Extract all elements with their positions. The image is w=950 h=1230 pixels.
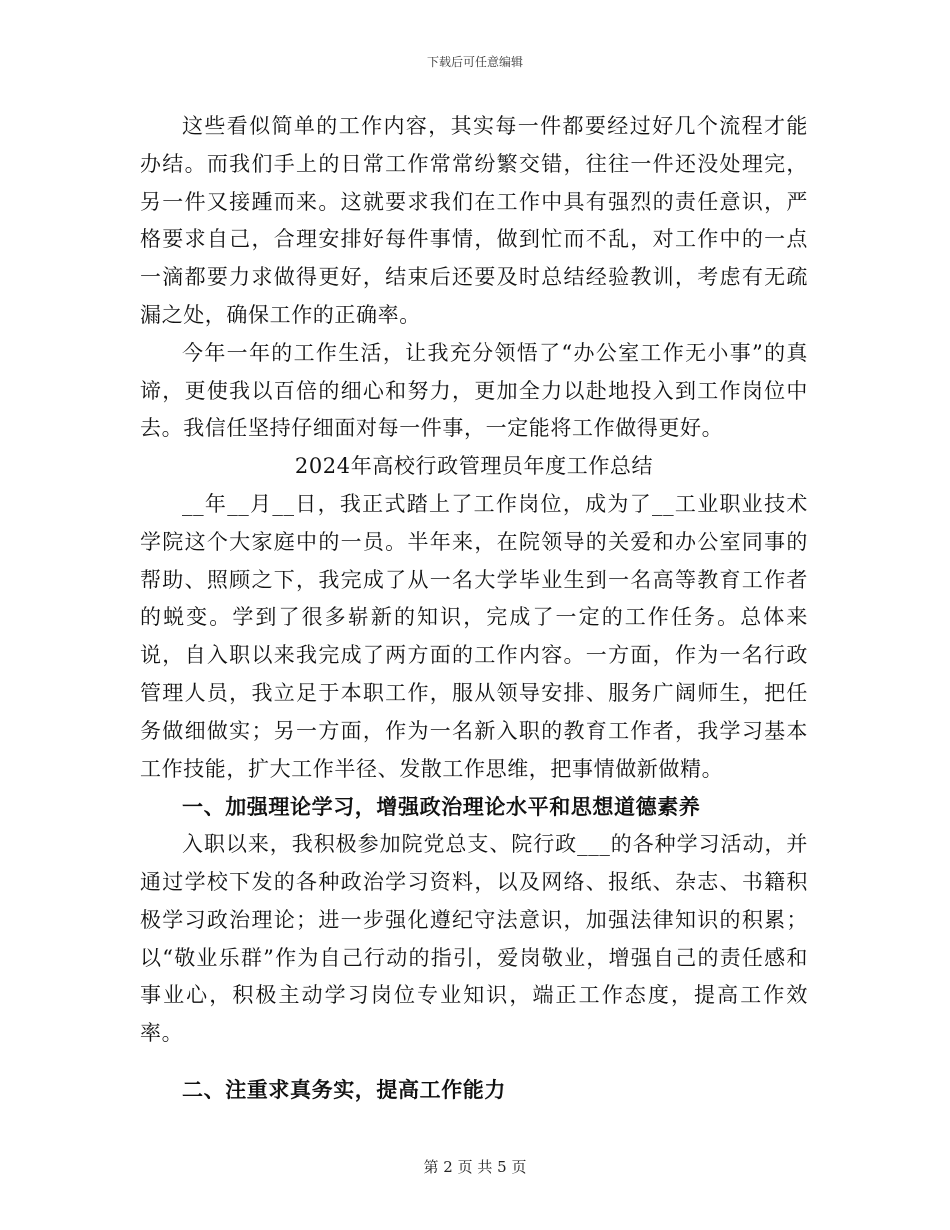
page-footer: 第 2 页 共 5 页 [423, 1158, 527, 1176]
document-body [140, 108, 808, 1109]
section-heading-1: 一、加强理论学习，增强政治理论水平和思想道德素养 [182, 794, 701, 820]
paragraph-1: 这些看似简单的工作内容，其实每一件都要经过好几个流程才能办结。而我们手上的日常工作常常纷繁交错，往往一件还没处理完，另一件又接踵而来。这就要求我们在工作中具有强烈的责任意识，严格要求自己，合理安排好每件事情，做到忙而不乱，对工作中的一点一滴都要力求做得更好，结束后还要及时总结经验教训，考虑有无疏漏之处，确保工作的正确率。 [140, 114, 808, 327]
document-title: 2024年高校行政管理员年度工作总结 [294, 454, 654, 479]
page-header: 下载后可任意编辑 [426, 55, 523, 69]
paragraph-2: 今年一年的工作生活，让我充分领悟了“办公室工作无小事”的真谛，更使我以百倍的细心和努力，更加全力以赴地投入到工作岗位中去。我信任坚持仔细面对每一件事，一定能将工作做得更好。 [140, 340, 808, 441]
paragraph-3: __年__月__日，我正式踏上了工作岗位，成为了__工业职业技术学院这个大家庭中的一员。半年来，在院领导的关爱和办公室同事的帮助、照顾之下，我完成了从一名大学毕业生到一名高等教育工作者的蜕变。学到了很多崭新的知识，完成了一定的工作任务。总体来说，自入职以来我完成了两方面的工作内容。一方面，作为一名行政管理人员，我立足于本职工作，服从领导安排、服务广阔师生，把任务做细做实；另一方面，作为一名新入职的教育工作者，我学习基本工作技能，扩大工作半径、发散工作思维，把事情做新做精。 [140, 491, 808, 781]
section-heading-2: 二、注重求真务实，提高工作能力 [182, 1076, 506, 1102]
paragraph-4: 入职以来，我积极参加院党总支、院行政___的各种学习活动，并通过学校下发的各种政治学习资料，以及网络、报纸、杂志、书籍积极学习政治理论；进一步强化遵纪守法意识，加强法律知识的积累；以“敬业乐群”作为自己行动的指引，爱岗敬业，增强自己的责任感和事业心，积极主动学习岗位专业知识，端正工作态度，提高工作效率。 [140, 832, 808, 1046]
